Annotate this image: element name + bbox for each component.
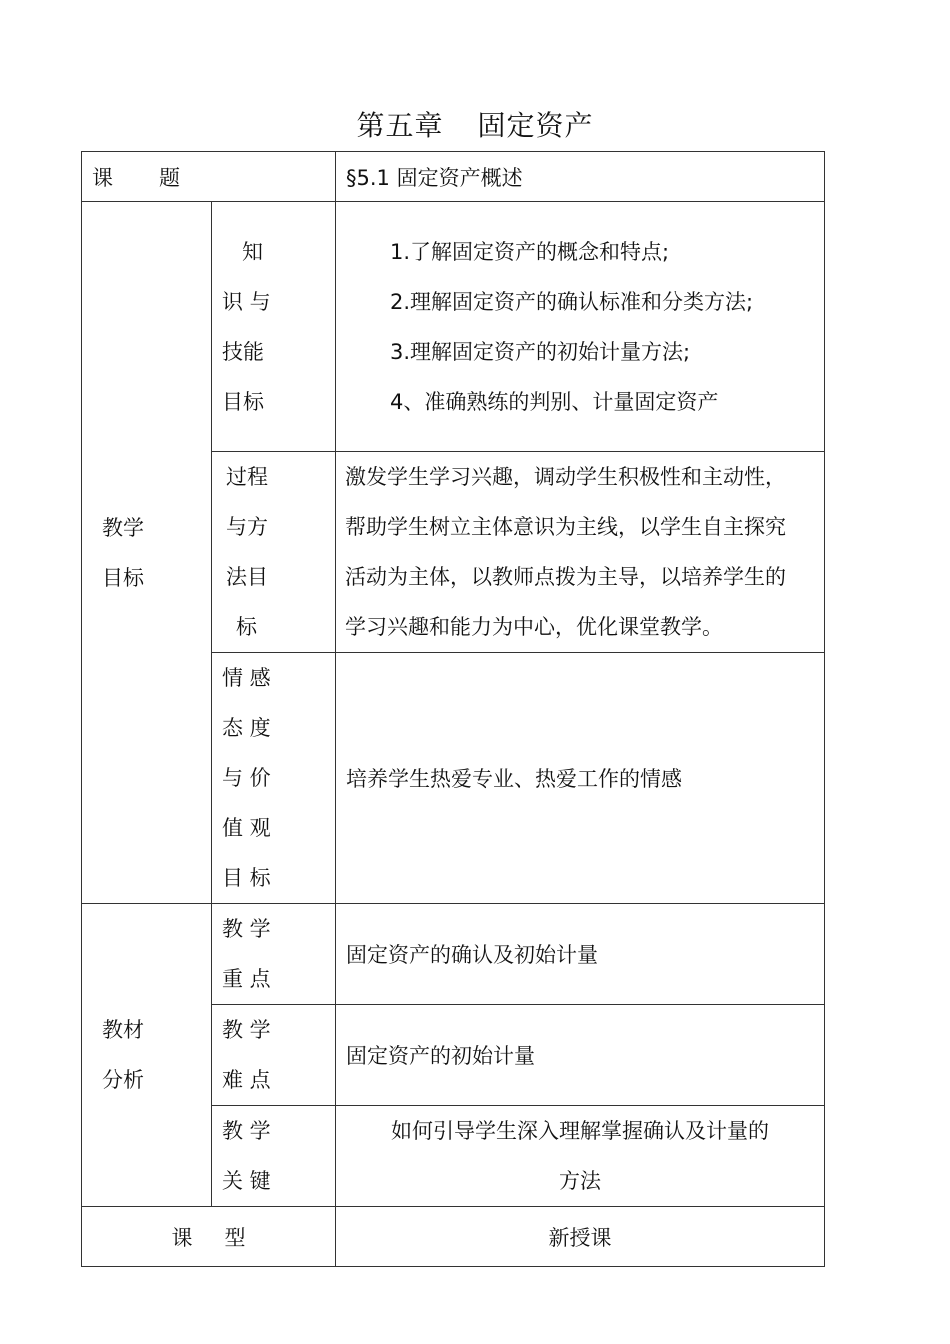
key-points-row bbox=[82, 904, 825, 1005]
lesson-type-label: 课 型 bbox=[82, 1207, 336, 1267]
chapter-name: 固定资产 bbox=[477, 109, 594, 142]
lesson-plan-table bbox=[81, 151, 824, 1262]
subject-label: 课 题 bbox=[82, 152, 336, 202]
goal-item: 2.理解固定资产的确认标准和分类方法; bbox=[390, 289, 754, 314]
lesson-type-row bbox=[82, 1207, 825, 1267]
goal-item: 1.了解固定资产的概念和特点; bbox=[390, 239, 670, 264]
key-points-label: 教 学 重 点 bbox=[212, 904, 336, 1005]
knowledge-goal-row bbox=[82, 202, 825, 452]
emotion-goal-label: 情 感 态 度 与 价 值 观 目 标 bbox=[212, 653, 336, 904]
subject-value: §5.1 固定资产概述 bbox=[336, 152, 825, 202]
process-goal-label: 过程 与方 法目 标 bbox=[212, 452, 336, 653]
subject-row bbox=[82, 152, 825, 202]
chapter-number: 第五章 bbox=[356, 109, 444, 142]
teaching-goals-label: 教学 目标 bbox=[82, 202, 212, 904]
knowledge-goal-list bbox=[336, 202, 825, 452]
goal-item: 4、准确熟练的判别、计量固定资产 bbox=[390, 389, 719, 414]
teaching-key-text: 如何引导学生深入理解掌握确认及计量的 方法 bbox=[336, 1106, 825, 1207]
chapter-title bbox=[0, 104, 950, 148]
emotion-goal-text: 培养学生热爱专业、热爱工作的情感 bbox=[336, 653, 825, 904]
lesson-type-value: 新授课 bbox=[336, 1207, 825, 1267]
material-analysis-label: 教材 分析 bbox=[82, 904, 212, 1207]
process-goal-text: 激发学生学习兴趣，调动学生积极性和主动性， 帮助学生树立主体意识为主线，以学生自主探究 活动为主体，以教师点拨为主导，以培养学生的 学习兴趣和能力为中心，优化课堂教学。 bbox=[336, 452, 825, 653]
goal-item: 3.理解固定资产的初始计量方法; bbox=[390, 339, 691, 364]
key-points-text: 固定资产的确认及初始计量 bbox=[336, 904, 825, 1005]
knowledge-goal-label: 知 识 与 技能 目标 bbox=[212, 202, 336, 452]
teaching-key-label: 教 学 关 键 bbox=[212, 1106, 336, 1207]
difficulties-text: 固定资产的初始计量 bbox=[336, 1005, 825, 1106]
difficulties-label: 教 学 难 点 bbox=[212, 1005, 336, 1106]
